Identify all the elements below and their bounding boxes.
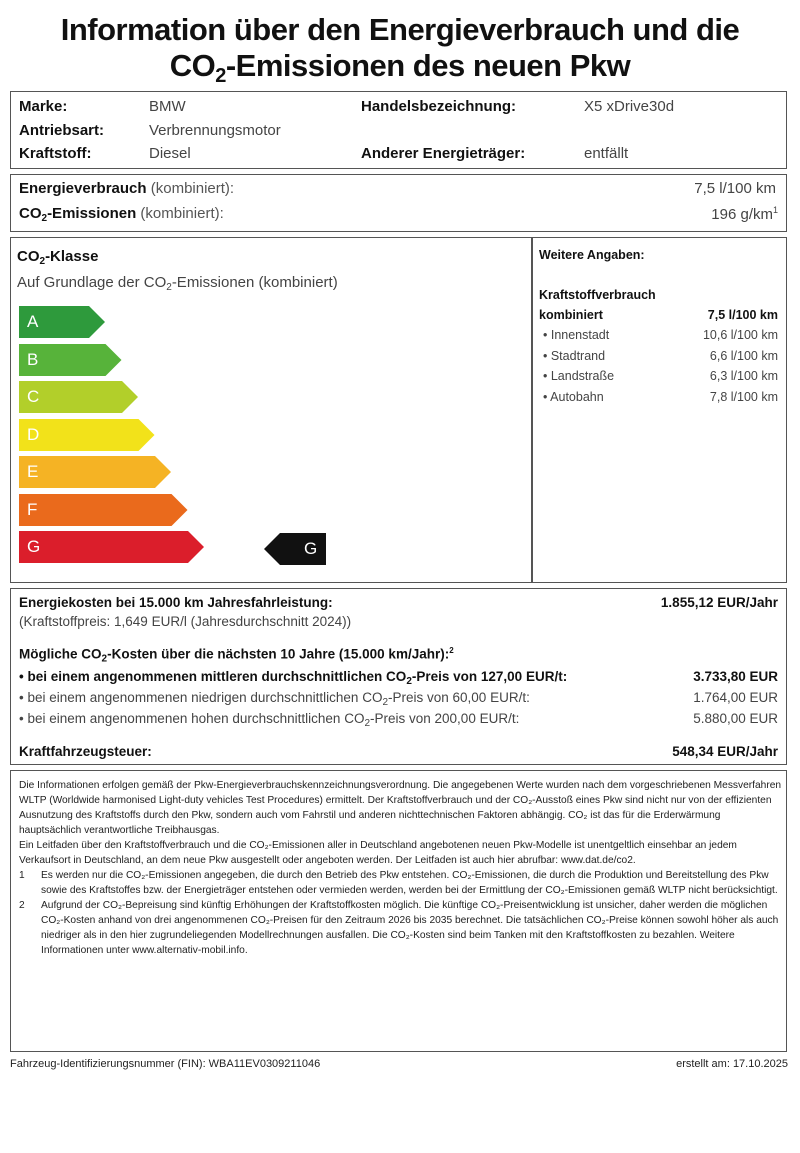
fuel-label: Kraftstoff: [19,145,92,162]
co2-class-letter: F [27,499,38,519]
co2-class-box [10,237,787,583]
footnote-1: 1 Es werden nur die CO₂-Emissionen angegeben, die durch den Betrieb des Pkw entstehen. CO₂-Emissionen, die durch die Produktion und Bereitstellung des Pkw sowie des Kraftstoffes bzw. der Energieträger entstehen oder vermieden werden, werden bei der Ermittlung der CO₂-Emissionen gemäß WLTP nicht berücksichtigt. [19,870,778,896]
legal-paragraph-2: Ein Leitfaden über den Kraftstoffverbrauch und die CO₂-Emissionen aller in Deutschland angebotenen neuen Pkw-Modelle ist unentgeltlich einsehbar an jedem Verkaufsort in Deutschland, an dem neue Pkw ausgestellt oder angeboten werden. Der Leitfaden ist auch hier abrufbar: www.dat.de/co2. [19,840,737,866]
co2-class-bar-g [19,531,204,563]
drive-label: Antriebsart: [19,122,105,139]
energy-cost-label: Energiekosten bei 15.000 km Jahresfahrleistung: [19,595,333,610]
co2-class-letter: G [27,537,41,556]
title-line-2: $CO_2$-Emissionen des neuen Pkw [169,48,631,87]
co2-class-bar-c [19,381,138,413]
consumption-detail-value: 10,6 l/100 km [702,328,778,342]
vehicle-tax-label: Kraftfahrzeugsteuer: [19,744,152,759]
co2-class-letter: D [27,424,40,444]
consumption-box [10,174,787,232]
co2-class-letter: C [27,387,40,406]
co2-cost-scenario-value: 5.880,00 EUR [693,711,778,726]
fuel-value: Diesel [149,145,191,162]
consumption-detail-label: • Autobahn [543,389,604,404]
co2-cost-scenario-label: • bei einem angenommenen hohen durchschnittlichen $CO_2$-Preis von 200,00 EUR/t: [19,711,520,729]
legal-paragraph-1: Die Informationen erfolgen gemäß der Pkw-Energieverbrauchskennzeichnungsverordnung. Die angegebenen Werte wurden nach dem vorgeschriebenen Messverfahren WLTP (Worldwide harmonised Light-duty vehicles Test Procedures) ermittelt. Der Kraftstoffverbrauch und der CO₂-Ausstoß eines Pkw sind nicht nur von der effizienten Ausnutzung des Kraftstoffs durch den Pkw, sondern auch vom Fahrstil und anderen nichttechnischen Faktoren abhängig. CO₂ ist das für die Erderwärmung hauptsächlich verantwortliche Treibhausgas. [19,780,782,836]
vehicle-tax-value: 548,34 EUR/Jahr [672,744,778,759]
footnote-2: 2 Aufgrund der CO₂-Bepreisung sind künftig Erhöhungen der Kraftstoffkosten möglich. Die künftige CO₂-Preisentwicklung ist unsicher, daher werden die möglichen CO₂-Kosten anhand von drei angenommenen CO₂-Preisen für den Zeitraum 2026 bis 2035 berechnet. Die tatsächlichen CO₂-Preise können sowohl höher als auch niedriger als in den hier zugrundeliegenden Modellrechnungen ausfallen. Die CO₂-Kosten sind beim Tanken mit den Kraftstoffkosten zu bezahlen. Weitere Informationen unter www.alternativ-mobil.info. [19,900,779,956]
consumption-detail-value: 7,8 l/100 km [709,389,778,404]
current-co2-class-letter: G [304,539,318,558]
co2-class-letter: A [27,312,39,331]
consumption-detail-label: • Innenstadt [543,328,610,342]
title-line-1: Information über den Energieverbrauch und die [60,12,740,47]
fuel-consumption-heading: Kraftstoffverbrauch [539,288,656,302]
co2-class-letter: E [27,462,39,481]
energy-cost-value: 1.855,12 EUR/Jahr [660,595,778,610]
co2-class-bar-f [19,494,188,526]
combined-label: kombiniert [539,308,603,322]
co2-emissions-value: 196 $g/km^1$ [711,205,778,223]
consumption-detail-value: 6,3 l/100 km [709,369,778,383]
co2-class-basis: Auf Grundlage der $CO_2$-Emissionen (kombiniert) [17,274,338,293]
energy-consumption-label: Energieverbrauch (kombiniert): [19,180,235,197]
co2-cost-heading: Mögliche $CO_2$-Kosten über die nächsten 10 Jahre (15.000 km/Jahr):$^2$ [19,646,454,665]
consumption-detail-label: • Stadtrand [543,348,606,363]
co2-cost-scenario-value: 3.733,80 EUR [693,669,778,684]
fuel-price-note: (Kraftstoffpreis: 1,649 EUR/l (Jahresdurchschnitt 2024)) [19,614,352,629]
legal-text [19,778,783,958]
co2-class-bar-d [19,419,155,451]
other-energy-value: entfällt [584,145,629,162]
co2-class-bar-a [19,306,105,338]
energy-consumption-value: 7,5 l/100 km [694,180,776,197]
vehicle-info-box [10,91,787,169]
co2-cost-scenario-label: • bei einem angenommenen niedrigen durchschnittlichen $CO_2$-Preis von 60,00 EUR/t: [19,690,530,708]
model-value: X5 xDrive30d [584,98,675,115]
drive-value: Verbrennungsmotor [149,122,281,139]
consumption-detail-value: 6,6 l/100 km [709,348,778,363]
vin-text: Fahrzeug-Identifizierungsnummer (FIN): WBA11EV0309211046 [10,1058,321,1070]
co2-cost-scenario-value: 1.764,00 EUR [693,690,778,705]
consumption-detail-label: • Landstraße [543,369,615,383]
co2-class-bar-e [19,456,171,488]
combined-value: 7,5 l/100 km [707,308,778,322]
co2-class-letter: B [27,349,39,369]
weitere-heading: Weitere Angaben: [539,248,645,262]
co2-emissions-label: $CO_2$-Emissionen (kombiniert): [19,205,224,224]
costs-box [10,588,787,765]
co2-cost-scenario-label: • bei einem angenommenen mittleren durchschnittlichen $CO_2$-Preis von 127,00 EUR/t: [19,669,568,687]
current-co2-class-indicator [264,533,326,565]
brand-label: Marke: [19,98,68,115]
column-divider [531,238,533,582]
other-energy-label: Anderer Energieträger: [361,145,526,162]
fineprint-box [10,770,787,1052]
co2-class-heading: $CO_2$-Klasse [17,248,99,267]
co2-class-bar-b [19,344,122,376]
brand-value: BMW [149,98,186,115]
created-date: erstellt am: 17.10.2025 [676,1058,788,1070]
model-label: Handelsbezeichnung: [361,98,517,115]
page-title [0,12,800,94]
